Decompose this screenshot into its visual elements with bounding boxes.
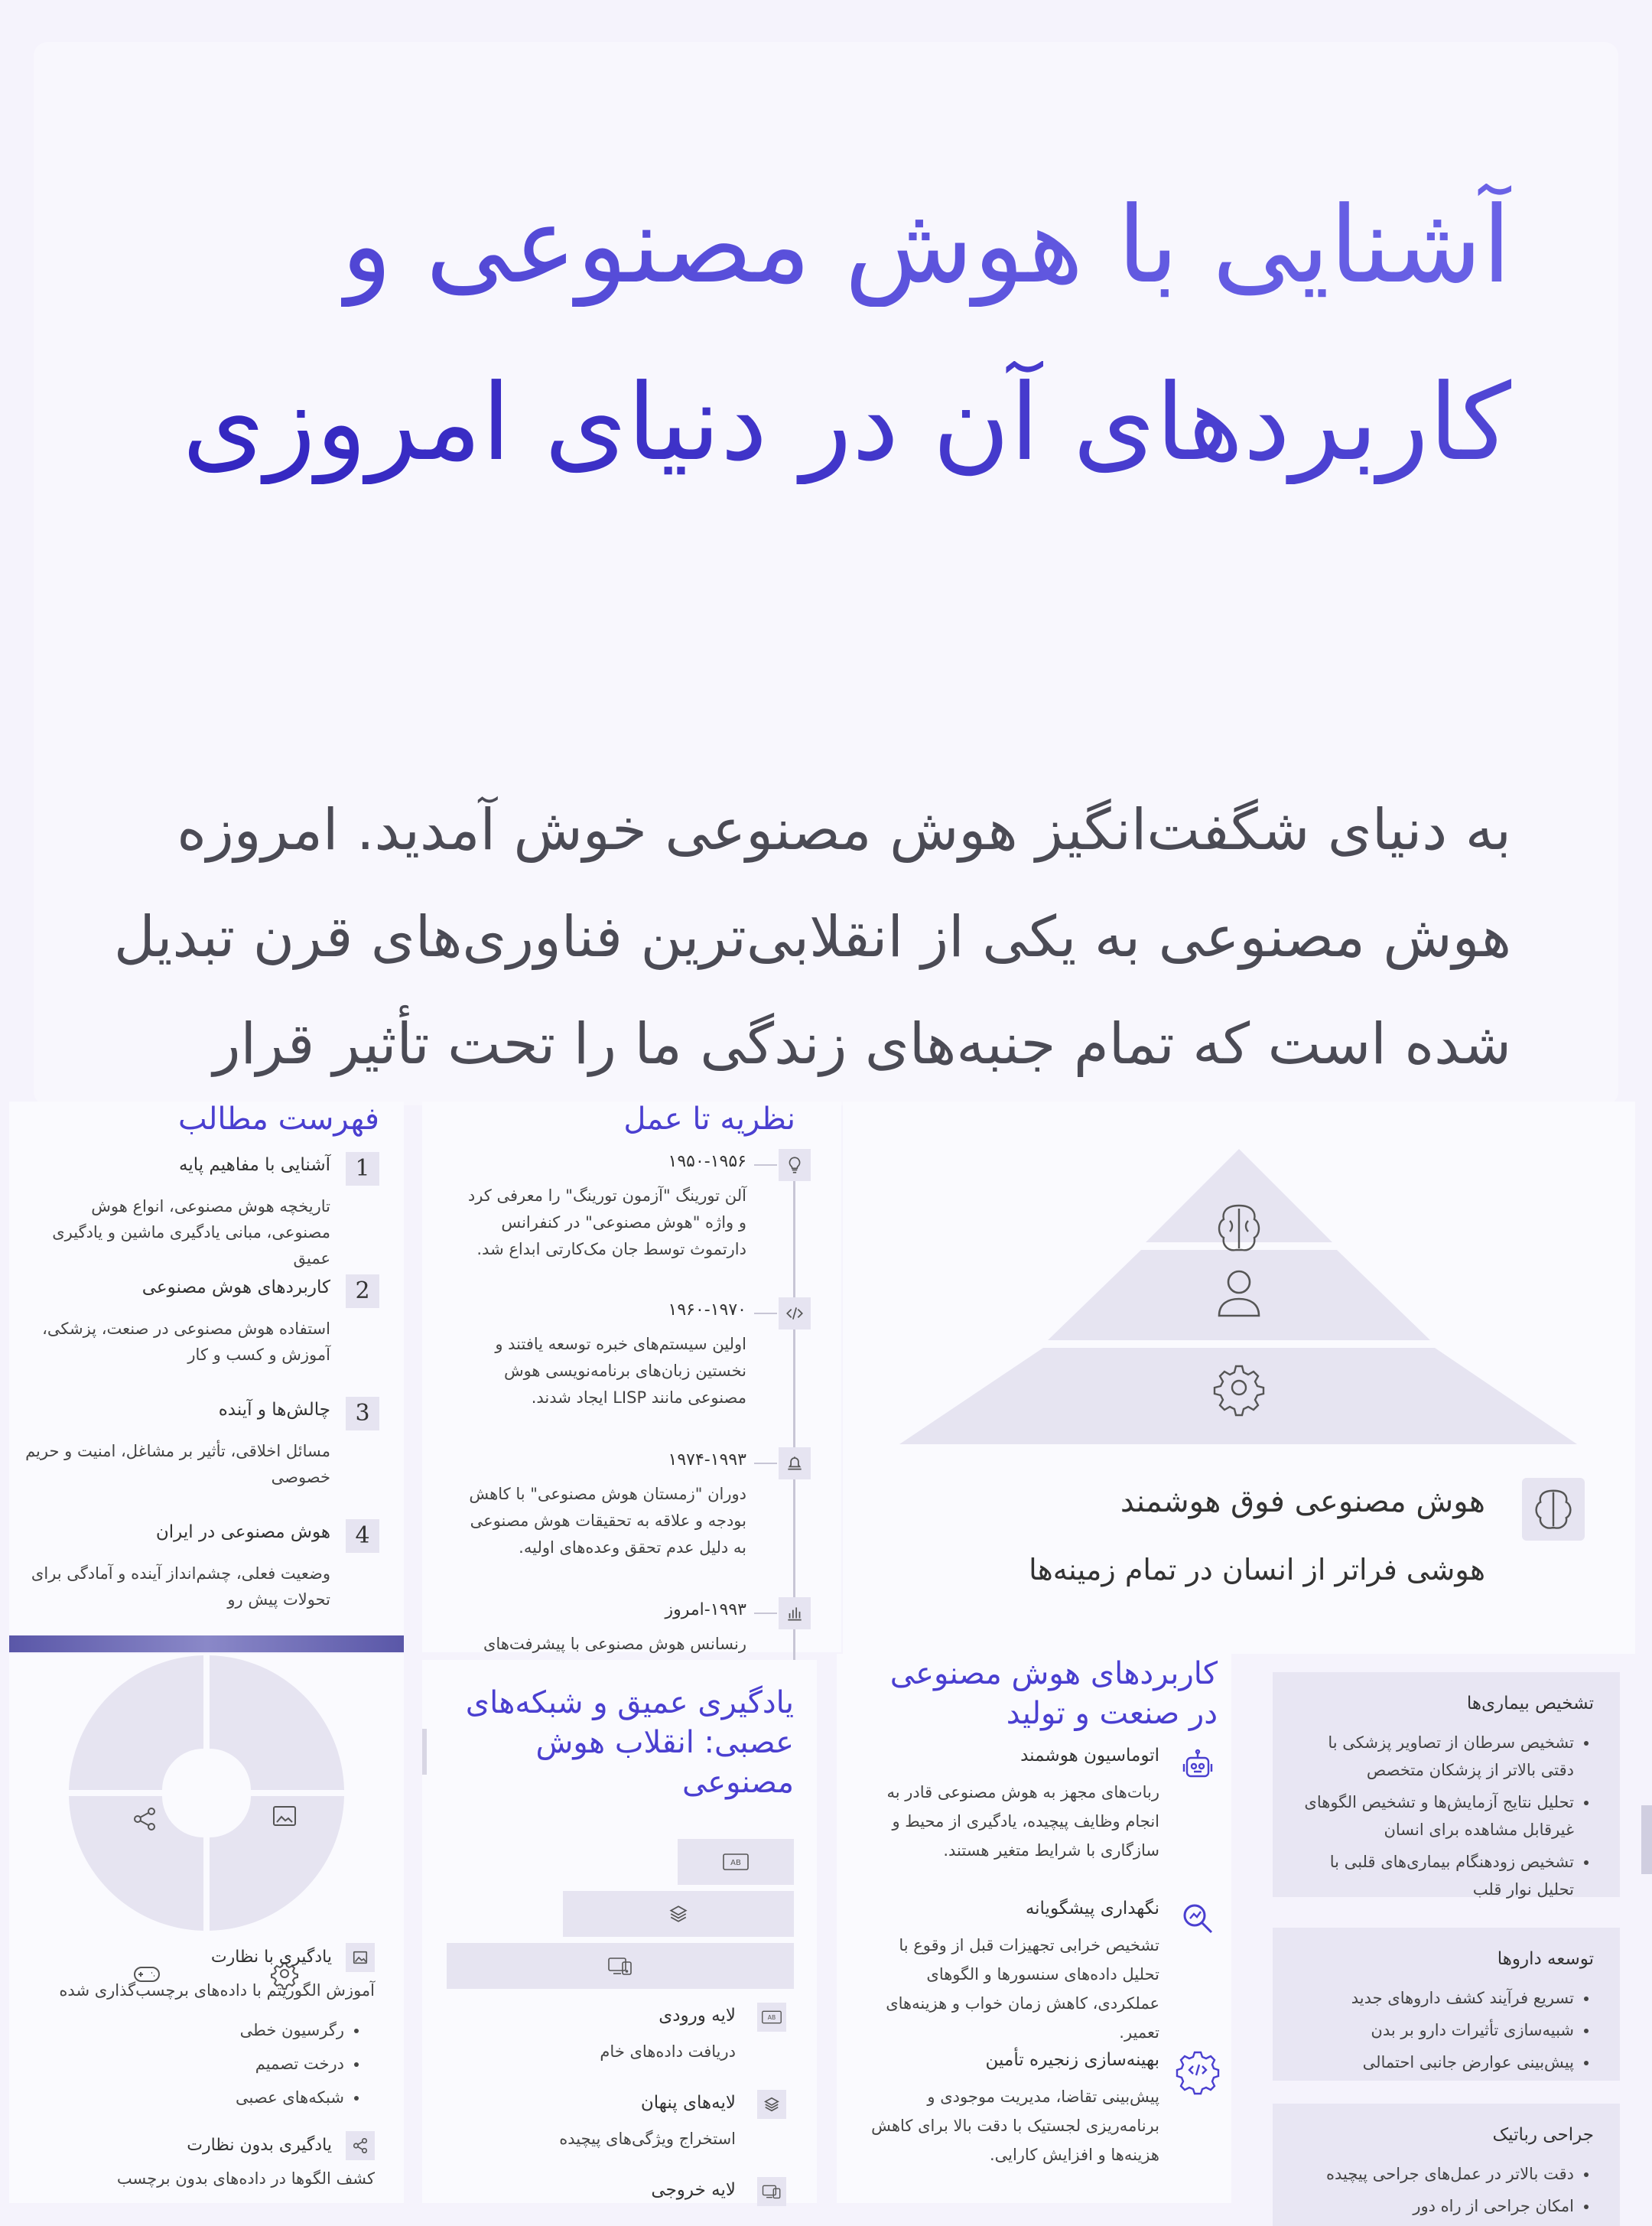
page-scrollbar[interactable]: [1641, 1805, 1652, 1874]
list-item: • تشخیص سرطان از تصاویر پزشکی با دقتی بالاتر از پزشکان متخصص: [1299, 1729, 1574, 1784]
medical-panel: [1251, 1654, 1635, 2215]
toc-item-desc: تاریخچه هوش مصنوعی، انواع هوش مصنوعی، مبانی یادگیری ماشین و یادگیری عمیق: [52, 1197, 330, 1268]
hero-intro: به دنیای شگفت‌انگیز هوش مصنوعی خوش آمدید. امروزه هوش مصنوعی به یکی از انقلابی‌ترین فناوری‌های قرن تبدیل شده است که تمام جنبه‌های زندگی ما را تحت تأثیر قرار: [113, 797, 1511, 1077]
image-icon: [346, 1943, 375, 1972]
deep-learning-panel: [422, 1660, 817, 2203]
timeline-desc: رنسانس هوش مصنوعی با پیشرفت‌های: [483, 1635, 746, 1653]
scrollbar[interactable]: [422, 1729, 427, 1775]
layer-bar-hidden: [563, 1891, 794, 1937]
ml-types-panel: [9, 1654, 404, 2203]
list-item: • امکان جراحی از راه دور: [1299, 2192, 1574, 2220]
timeline-tick: [754, 1463, 777, 1464]
timeline-date: ۱۹۹۳-امروز: [665, 1600, 746, 1619]
medical-card: [1273, 1672, 1620, 1897]
ml-type-desc: کشف الگوها در داده‌های بدون برچسب: [116, 2169, 375, 2188]
ml-examples-list: [236, 2013, 344, 2114]
devices-icon: [757, 2177, 786, 2206]
code-gear-icon: [1178, 2050, 1218, 2090]
toc-item-title: آشنایی با مفاهیم پایه: [178, 1155, 330, 1175]
share-icon: [346, 2131, 375, 2160]
robot-icon: [1178, 1746, 1218, 1785]
code-icon: [779, 1297, 811, 1329]
pyramid-level-desc: هوشی فراتر از انسان در تمام زمینه‌ها: [1029, 1553, 1485, 1587]
list-item: • شبکه‌های عصبی: [236, 2081, 344, 2114]
toc-item-desc: وضعیت فعلی، چشم‌انداز آینده و آمادگی برای تحولات پیش رو: [31, 1564, 330, 1609]
toc-number: 2: [346, 1274, 379, 1308]
pyramid-level-middle: [1048, 1250, 1430, 1340]
toc-item-desc: استفاده هوش مصنوعی در صنعت، پزشکی، آموزش و کسب و کار: [42, 1320, 330, 1364]
industry-item-desc: تشخیص خرابی تجهیزات قبل از وقوع با تحلیل داده‌های سنسورها و الگوهای عملکردی، کاهش زمان خواب و هزینه‌های تعمیر.: [886, 1936, 1159, 2042]
medical-card-list: [1299, 1729, 1574, 1908]
svg-text:AB: AB: [730, 1859, 741, 1867]
industry-item-desc: پیش‌بینی تقاضا، مدیریت موجودی و برنامه‌ریزی لجستیک با دقت بالا برای کاهش هزینه‌ها و افزایش کارایی.: [871, 2088, 1159, 2164]
industry-item-desc: ربات‌های مجهز به هوش مصنوعی قادر به انجام وظایف پیچیده، یادگیری از محیط و سازگاری با شرایط متغیر هستند.: [886, 1783, 1159, 1860]
hero-section: [34, 42, 1618, 1105]
bell-icon: [779, 1447, 811, 1479]
hero-title: آشنایی با هوش مصنوعی و کاربردهای آن در دنیای امروزی: [182, 184, 1511, 484]
list-item: • پیش‌بینی عوارض جانبی احتمالی: [1299, 2049, 1574, 2076]
industry-item-title: بهینه‌سازی زنجیره تأمین: [985, 2050, 1159, 2070]
medical-card-title: تشخیص بیماری‌ها: [1466, 1694, 1594, 1713]
layer-bar-output: [447, 1943, 794, 1989]
list-item: • درخت تصمیم: [236, 2047, 344, 2081]
industry-item-title: اتوماسیون هوشمند: [1020, 1746, 1159, 1766]
toc-item-title: کاربردهای هوش مصنوعی: [141, 1277, 330, 1297]
timeline-date: ۱۹۷۴-۱۹۹۳: [668, 1450, 746, 1469]
toc-item-title: هوش مصنوعی در ایران: [155, 1522, 330, 1542]
donut-segment: [210, 1796, 344, 1931]
timeline-tick: [754, 1313, 777, 1314]
timeline-desc: اولین سیستم‌های خبره توسعه یافتند و نخستین زبان‌های برنامه‌نویسی هوش مصنوعی مانند LISP ایجاد شدند.: [495, 1335, 746, 1407]
medical-card-title: توسعه داروها: [1497, 1949, 1594, 1969]
toc-item-title: چالش‌ها و آینده: [218, 1400, 330, 1420]
list-item: • تشخیص زودهنگام بیماری‌های قلبی با تحلیل نوار قلب: [1299, 1848, 1574, 1903]
layers-icon: [668, 1904, 688, 1924]
brain-icon: [1532, 1488, 1575, 1531]
list-item: • رگرسیون خطی: [236, 2013, 344, 2047]
bar-chart-icon: [779, 1597, 811, 1629]
medical-card-list: [1299, 2160, 1574, 2224]
toc-number: 3: [346, 1397, 379, 1430]
deep-learning-title: یادگیری عمیق و شبکه‌های عصبی: انقلاب هوش مصنوعی: [465, 1685, 794, 1800]
timeline-tick: [754, 1164, 777, 1166]
brain-badge: [1522, 1478, 1585, 1541]
ml-donut-diagram: [9, 1654, 404, 1929]
layer-desc: استخراج ویژگی‌های پیچیده: [559, 2130, 736, 2148]
medical-card: [1273, 1928, 1620, 2081]
layer-desc: دریافت داده‌های خام: [600, 2042, 736, 2061]
industry-item-title: نگهداری پیشگویانه: [1025, 1899, 1159, 1918]
layer-bar-input: [678, 1839, 794, 1885]
list-item: • دقت بالاتر در عمل‌های جراحی پیچیده: [1299, 2160, 1574, 2188]
svg-text:AB: AB: [767, 2014, 776, 2022]
ml-type-title: یادگیری بدون نظارت: [187, 2136, 332, 2155]
pyramid-level-bottom: [899, 1348, 1577, 1444]
toc-title: فهرست مطالب: [177, 1102, 379, 1137]
industry-panel: [837, 1654, 1231, 2203]
layers-icon: [757, 2090, 786, 2119]
timeline-date: ۱۹۵۰-۱۹۵۶: [668, 1152, 746, 1171]
timeline-desc: آلن تورینگ "آزمون تورینگ" را معرفی کرد و واژه "هوش مصنوعی" در کنفرانس دارتموث توسط جان مک‌کارتی ابداع شد.: [467, 1186, 746, 1258]
timeline-title: نظریه تا عمل: [623, 1102, 795, 1137]
decorative-image-strip: [9, 1635, 404, 1652]
medical-card: [1273, 2104, 1620, 2226]
donut-segment: [210, 1655, 344, 1790]
text-box-icon: [723, 1853, 749, 1870]
gamepad-icon: [135, 1967, 159, 1981]
text-box-icon: [757, 2003, 786, 2032]
devices-icon: [607, 1956, 633, 1976]
toc-panel: [9, 1102, 404, 1652]
timeline-desc: دوران "زمستان هوش مصنوعی" با کاهش بودجه و علاقه به تحقیقات هوش مصنوعی به دلیل عدم تحقق وعده‌های اولیه.: [469, 1485, 746, 1557]
lightbulb-icon: [779, 1149, 811, 1181]
timeline-panel: [422, 1102, 841, 1652]
toc-number: 4: [346, 1519, 379, 1553]
toc-number: 1: [346, 1152, 379, 1186]
toc-item-desc: مسائل اخلاقی، تأثیر بر مشاغل، امنیت و حریم خصوصی: [25, 1442, 330, 1486]
timeline-date: ۱۹۶۰-۱۹۷۰: [668, 1300, 746, 1320]
search-analysis-icon: [1178, 1899, 1218, 1938]
medical-card-title: جراحی رباتیک: [1492, 2125, 1594, 2145]
donut-segment: [69, 1655, 203, 1790]
pyramid-diagram: [843, 1102, 1635, 1469]
pyramid-level-title: هوش مصنوعی فوق هوشمند: [1120, 1484, 1485, 1519]
list-item: • تحلیل نتایج آزمایش‌ها و تشخیص الگوهای غیرقابل مشاهده برای انسان: [1299, 1788, 1574, 1844]
ai-pyramid-panel: [843, 1102, 1635, 1654]
timeline-tick: [754, 1613, 777, 1614]
industry-title: کاربردهای هوش مصنوعی در صنعت و تولید: [889, 1656, 1218, 1731]
list-item: • شبیه‌سازی تأثیرات دارو بر بدن: [1299, 2016, 1574, 2044]
list-item: • تسریع فرآیند کشف داروهای جدید: [1299, 1984, 1574, 2012]
layer-title: لایه‌های پنهان: [640, 2093, 736, 2113]
layer-title: لایه ورودی: [659, 2006, 736, 2026]
medical-card-list: [1299, 1984, 1574, 2081]
ml-type-title: یادگیری با نظارت: [210, 1948, 332, 1967]
layer-title: لایه خروجی: [651, 2180, 736, 2200]
ml-type-desc: آموزش الگوریتم با داده‌های برچسب‌گذاری شده: [59, 1981, 375, 2000]
